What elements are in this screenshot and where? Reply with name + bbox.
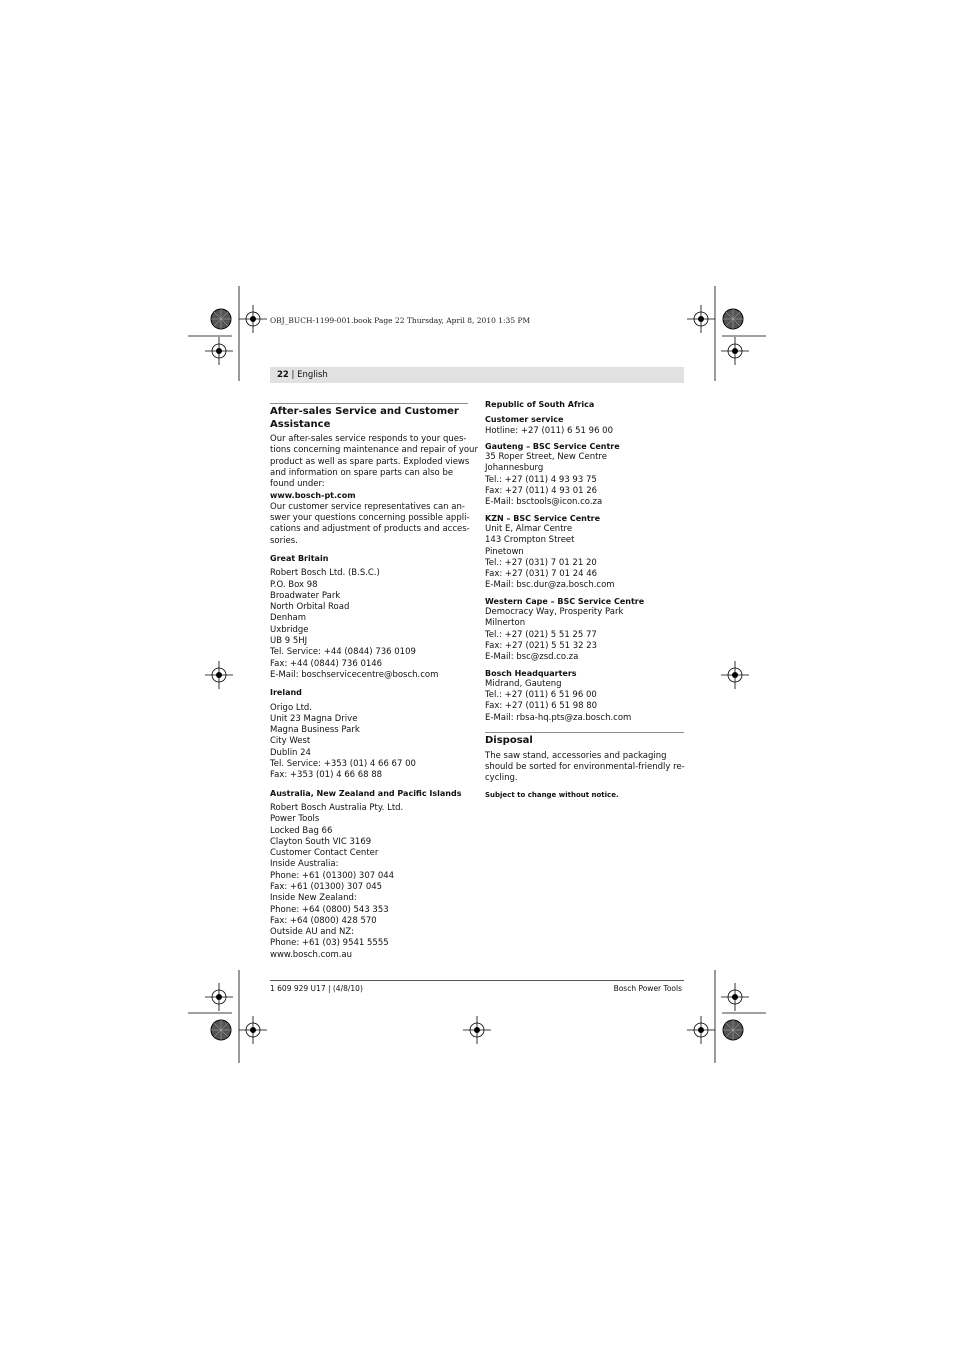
website-link[interactable]: www.bosch-pt.com xyxy=(270,491,356,501)
after-sales-title xyxy=(270,404,468,431)
text-line: Our customer service representatives can an- xyxy=(270,501,465,512)
address-line: Outside AU and NZ: xyxy=(270,927,355,938)
address-line: Tel.: +27 (031) 7 01 21 20 xyxy=(485,557,597,568)
kzn-heading: KZN – BSC Service Centre xyxy=(485,513,601,523)
address-line: Clayton South VIC 3169 xyxy=(270,836,372,847)
address-line[interactable]: www.bosch.com.au xyxy=(270,949,353,960)
print-info: OBJ_BUCH-1199-001.book Page 22 Thursday, April 8, 2010 1:35 PM xyxy=(270,316,531,325)
change-notice: Subject to change without notice. xyxy=(485,791,619,800)
address-line: E-Mail: boschservicecentre@bosch.com xyxy=(270,669,439,680)
ireland-heading: Ireland xyxy=(270,688,302,698)
address-line: Locked Bag 66 xyxy=(270,825,333,836)
address-line: Tel. Service: +353 (01) 4 66 67 00 xyxy=(270,759,416,770)
right-column xyxy=(485,399,684,800)
address-line: Fax: +27 (011) 4 93 01 26 xyxy=(485,486,598,497)
address-line: Phone: +61 (01300) 307 044 xyxy=(270,870,395,881)
address-line: North Orbital Road xyxy=(270,602,350,613)
south-africa-heading: Republic of South Africa xyxy=(485,400,595,409)
australia-heading: Australia, New Zealand and Pacific Islands xyxy=(270,788,462,798)
address-line: Fax: +27 (011) 6 51 98 80 xyxy=(485,701,598,712)
address-line: E-Mail: bsc@zsd.co.za xyxy=(485,652,579,663)
address-line: Hotline: +27 (011) 6 51 96 00 xyxy=(485,425,613,436)
address-line: Fax: +353 (01) 4 66 68 88 xyxy=(270,770,383,781)
gauteng-heading: Gauteng – BSC Service Centre xyxy=(485,441,620,451)
address-line: Robert Bosch Australia Pty. Ltd. xyxy=(270,802,404,813)
address-line: Democracy Way, Prosperity Park xyxy=(485,607,624,618)
after-sales-advice xyxy=(270,502,468,547)
address-line: Dublin 24 xyxy=(270,747,311,758)
address-line: Inside New Zealand: xyxy=(270,893,357,904)
address-line: Customer Contact Center xyxy=(270,848,379,859)
address-line: Broadwater Park xyxy=(270,590,341,601)
headquarters-heading: Bosch Headquarters xyxy=(485,668,577,678)
text-line: The saw stand, accessories and packaging xyxy=(485,750,667,761)
address-line: Phone: +64 (0800) 543 353 xyxy=(270,904,389,915)
after-sales-intro xyxy=(270,434,478,490)
left-column xyxy=(270,403,478,961)
page-header xyxy=(270,367,684,383)
text-line: swer your questions concerning possible appli- xyxy=(270,513,470,524)
text-line: should be sorted for environmental-friendly re- xyxy=(485,761,685,772)
address-line: Tel.: +27 (011) 6 51 96 00 xyxy=(485,690,597,701)
header-separator: | xyxy=(291,370,295,380)
address-line: Origo Ltd. xyxy=(270,702,313,713)
page-number: 22 xyxy=(277,370,289,380)
western-cape-heading: Western Cape – BSC Service Centre xyxy=(485,596,645,606)
address-line: Tel.: +27 (011) 4 93 93 75 xyxy=(485,474,597,485)
address-line: Fax: +27 (031) 7 01 24 46 xyxy=(485,569,598,580)
address-line: Unit 23 Magna Drive xyxy=(270,713,358,724)
address-line: Magna Business Park xyxy=(270,725,360,736)
address-line: Phone: +61 (03) 9541 5555 xyxy=(270,938,389,949)
after-sales-title-line: After-sales Service and Customer xyxy=(270,406,459,417)
address-line: Milnerton xyxy=(485,618,526,629)
address-line: E-Mail: bsc.dur@za.bosch.com xyxy=(485,580,615,591)
address-line: Unit E, Almar Centre xyxy=(485,523,573,534)
australia-address xyxy=(270,803,468,961)
address-line: Johannesburg xyxy=(485,463,544,474)
footer-brand: Bosch Power Tools xyxy=(613,984,682,993)
text-line: product as well as spare parts. Exploded views xyxy=(270,456,470,467)
text-line: and information on spare parts can also be xyxy=(270,467,454,478)
text-line: found under: xyxy=(270,479,325,490)
address-line: E-Mail: rbsa-hq.pts@za.bosch.com xyxy=(485,712,632,723)
address-line: City West xyxy=(270,736,311,747)
address-line: Fax: +27 (021) 5 51 32 23 xyxy=(485,640,598,651)
address-line: UB 9 5HJ xyxy=(270,636,308,647)
disposal-section xyxy=(485,732,684,800)
text-line: tions concerning maintenance and repair of your xyxy=(270,445,478,456)
address-line: 35 Roper Street, New Centre xyxy=(485,452,607,463)
text-line: Our after-sales service responds to your ques- xyxy=(270,434,467,444)
great-britain-address xyxy=(270,568,468,681)
address-line: 143 Crompton Street xyxy=(485,535,575,546)
text-line: cations and adjustment of products and acces- xyxy=(270,524,470,535)
address-line: Fax: +44 (0844) 736 0146 xyxy=(270,658,383,669)
address-line: E-Mail: bsctools@icon.co.za xyxy=(485,497,603,508)
after-sales-section xyxy=(270,403,478,547)
address-line: Power Tools xyxy=(270,814,320,825)
address-line: Tel.: +27 (021) 5 51 25 77 xyxy=(485,629,597,640)
address-line: Fax: +61 (01300) 307 045 xyxy=(270,881,383,892)
text-line: cycling. xyxy=(485,773,518,784)
address-line: Fax: +64 (0800) 428 570 xyxy=(270,915,377,926)
address-line: Robert Bosch Ltd. (B.S.C.) xyxy=(270,568,380,579)
after-sales-title-line: Assistance xyxy=(270,418,331,430)
great-britain-heading: Great Britain xyxy=(270,553,329,563)
address-line: Uxbridge xyxy=(270,624,309,635)
address-line: Inside Australia: xyxy=(270,859,339,870)
page-footer xyxy=(270,980,684,993)
header-language: English xyxy=(297,370,328,380)
address-line: Pinetown xyxy=(485,546,524,557)
ireland-address xyxy=(270,703,468,782)
footer-doc-number: 1 609 929 U17 | (4/8/10) xyxy=(270,984,363,993)
text-line: sories. xyxy=(270,535,298,546)
disposal-title: Disposal xyxy=(485,735,533,747)
address-line: Tel. Service: +44 (0844) 736 0109 xyxy=(270,647,416,658)
address-line: Denham xyxy=(270,613,307,624)
address-line: Midrand, Gauteng xyxy=(485,678,562,689)
customer-service-heading: Customer service xyxy=(485,415,564,425)
address-line: P.O. Box 98 xyxy=(270,579,318,590)
